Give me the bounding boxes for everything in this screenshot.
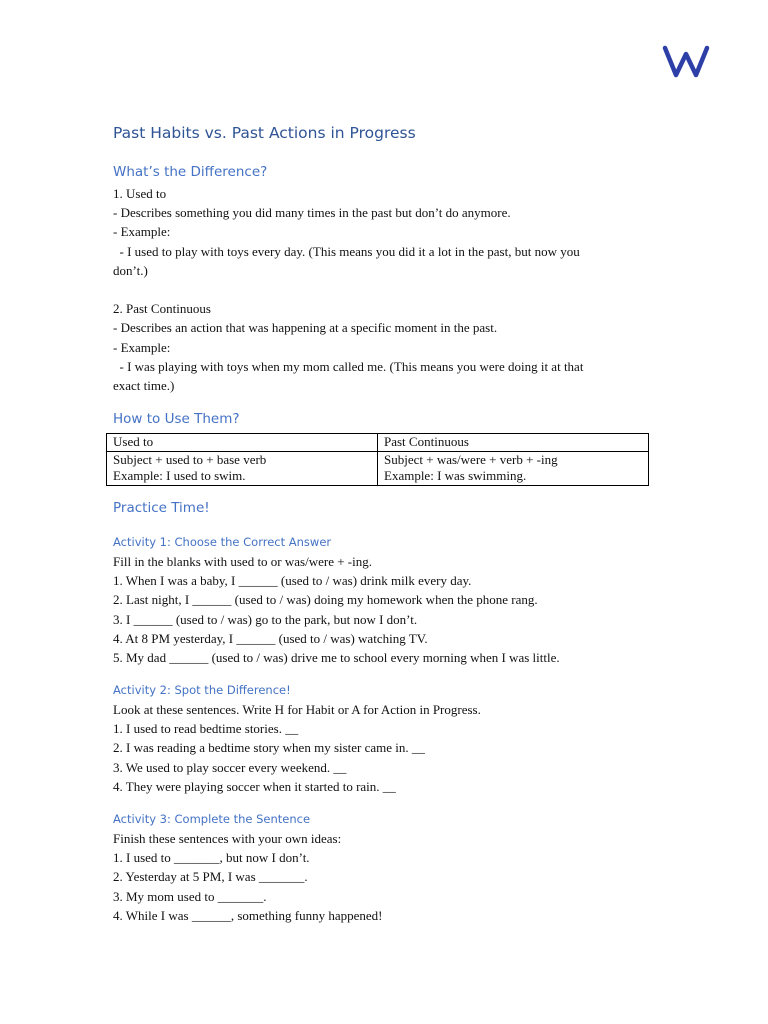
page-title: Past Habits vs. Past Actions in Progress (113, 124, 416, 142)
usage-table (106, 433, 649, 486)
text-line: 2. Last night, I ______ (used to / was) doing my homework when the phone rang. (113, 592, 538, 608)
activity-1-lines (113, 552, 560, 667)
text-line: 5. My dad ______ (used to / was) drive me to school every morning when I was little. (113, 649, 560, 665)
text-line: - Example: (113, 339, 171, 355)
text-line: - I used to play with toys every day. (This means you did it a lot in the past, but now you (113, 243, 580, 259)
activity-2-title: Activity 2: Spot the Difference! (113, 683, 291, 697)
text-line: 1. When I was a baby, I ______ (used to / was) drink milk every day. (113, 573, 472, 589)
activity-3-lines (113, 829, 382, 925)
text-line: - Describes an action that was happening at a specific moment in the past. (113, 320, 498, 336)
text-line: 3. I ______ (used to / was) go to the park, but now I don’t. (113, 611, 418, 627)
text-line: Fill in the blanks with used to or was/were + -ing. (113, 554, 372, 569)
practice-heading: Practice Time! (113, 500, 210, 516)
table-header-row (107, 434, 649, 452)
text-line: 1. I used to _______, but now I don’t. (113, 850, 310, 866)
difference-heading: What’s the Difference? (113, 164, 268, 180)
table-header-used-to: Used to (107, 434, 378, 452)
table-cell-line: Subject + was/were + verb + -ing (384, 451, 558, 467)
activity-3-title: Activity 3: Complete the Sentence (113, 812, 311, 826)
activity-1-title: Activity 1: Choose the Correct Answer (113, 535, 332, 549)
table-cell (107, 451, 378, 485)
text-line: exact time.) (113, 377, 175, 393)
text-line: 1. I used to read bedtime stories. __ (113, 721, 299, 737)
text-line: 4. At 8 PM yesterday, I ______ (used to / was) watching TV. (113, 630, 428, 646)
table-cell-line: Subject + used to + base verb (113, 451, 267, 467)
text-line: 1. Used to (113, 186, 167, 201)
table-cell-line: Example: I used to swim. (113, 468, 246, 483)
text-line: - Example: (113, 224, 171, 240)
text-line: 3. My mom used to _______. (113, 888, 267, 904)
text-line: 4. While I was ______, something funny happened! (113, 907, 383, 923)
text-line: 2. Yesterday at 5 PM, I was _______. (113, 869, 308, 885)
text-line: Finish these sentences with your own ideas: (113, 831, 342, 846)
text-line (113, 280, 583, 299)
text-line: 2. Past Continuous (113, 301, 211, 317)
difference-text (113, 184, 583, 395)
text-line: 2. I was reading a bedtime story when my sister came in. __ (113, 740, 425, 756)
text-line: - Describes something you did many times in the past but don’t do anymore. (113, 205, 511, 221)
text-line: 4. They were playing soccer when it started to rain. __ (113, 778, 396, 794)
table-cell (378, 451, 649, 485)
table-cell-line: Example: I was swimming. (384, 468, 527, 483)
table-row (107, 451, 649, 485)
activity-2-lines (113, 700, 481, 796)
text-line: don’t.) (113, 262, 148, 278)
text-line: - I was playing with toys when my mom called me. (This means you were doing it at that (113, 358, 584, 374)
how-to-use-heading: How to Use Them? (113, 411, 240, 427)
w-logo-icon (662, 42, 710, 82)
table-header-past-continuous: Past Continuous (378, 434, 649, 452)
text-line: Look at these sentences. Write H for Habit or A for Action in Progress. (113, 702, 481, 717)
text-line: 3. We used to play soccer every weekend. __ (113, 759, 347, 775)
